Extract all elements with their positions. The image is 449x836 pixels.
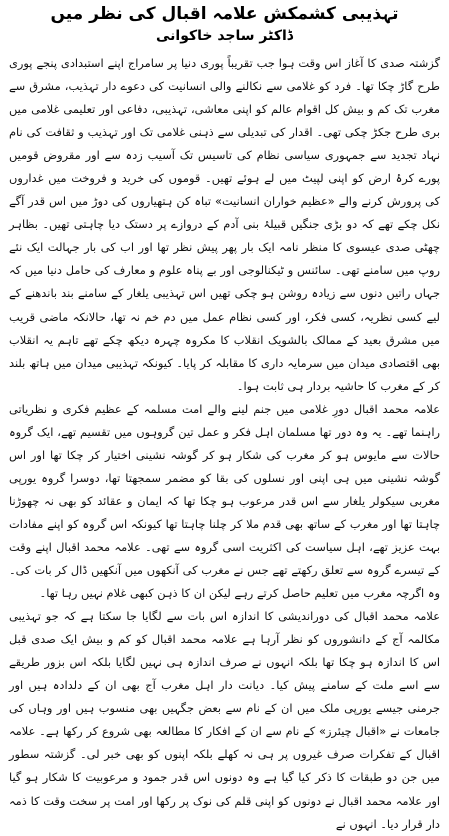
article-paragraph: علامہ محمد اقبال کی دوراندیشی کا اندازہ اس بات سے لگایا جا سکتا ہے کہ جو تہذیبی مکالمہ آج کے دانشوروں کو نظر آرہا ہے علامہ محمد اقبال کو کم و بیش ایک صدی قبل اس کا اندازہ ہو چکا تھا بلکہ انہوں نے صرف اندازہ ہی نہیں لگایا بلکہ اس بزور طریقے سے اسے ملت کے سامنے پیش کیا۔ دیانت دار اہل مغرب آج بھی ان کے دلدادہ ہیں اور جرمنی جیسے یورپی ملک میں ان کے نام سے بعض جگہیں بھی منسوب ہیں اور وہاں کی جامعات نے «اقبال چیئرز» کے نام سے ان کے افکار کا مطالعہ بھی شروع کر رکھا ہے۔ علامہ اقبال کے تفکرات صرف غیروں پر ہی نہ کھلے بلکہ اپنوں کو بھی خبر لی۔ گزشتہ سطور میں جن دو طبقات کا ذکر کیا گیا ہے وہ دونوں اس قدر جمود و مرعوبیت کا شکار ہو گیا اور علامہ محمد اقبال نے دونوں کو اپنی قلم کی نوک پر رکھا اور امت پر سخت وقت کا ذمہ دار قرار دیا۔ انہوں نے	[9, 609, 440, 831]
article-body	[9, 52, 440, 836]
article-paragraph: علامہ محمد اقبال دورِ غلامی میں جنم لینے والے امت مسلمہ کے عظیم فکری و نظریاتی راہنما تھے۔ یہ وہ دور تھا مسلمان اہل فکر و عمل تین گروہوں میں تقسیم تھے، ایک گروہ حالات سے مایوس ہو کر مغرب کی شکار ہو کر گوشہ نشینی اختیار کر چکا تھا اور اس گوشہ نشینی میں ہی اپنی اور نسلوں کی بقا کو مضمر سمجھتا تھا، دوسرا گروہ یورپی مغربی سیکولر یلغار سے اس قدر مرعوب ہو چکا تھا کہ ایمان و عقائد کو بھی نہ چھوڑنا چاہتا تھا اور مغرب کے ساتھ بھی قدم ملا کر چلنا چاہتا تھا کیونکہ اس گروہ کو اپنے مفادات بہت عزیز تھے، اہل سیاست کی اکثریت اسی گروہ سے تھی۔ علامہ محمد اقبال اپنے وقت کے تیسرے گروہ سے تعلق رکھتے تھے جس نے مغرب کی آنکھوں میں آنکھیں ڈال کر بات کی۔ وہ اگرچہ مغرب میں تعلیم حاصل کرتے رہے لیکن ان کا ذہن کبھی غلام نہیں رہا تھا۔	[9, 401, 440, 601]
author-byline: ڈاکٹر ساجد خاکوانی	[155, 28, 294, 44]
article-headline: تہذیبی کشمکش علامہ اقبال کی نظر میں	[50, 4, 399, 24]
article-paragraph: گزشتہ صدی کا آغاز اس وقت ہوا جب تقریباً پوری دنیا پر سامراج اپنے استبدادی پنجے پوری طرح گاڑ چکا تھا۔ فرد کو غلامی سے نکالنے والی انسانیت کی دعوے دار تہذیب، مشرق سے مغرب تک کم و بیش کل اقوام عالم کو اپنی معاشی، تہذیبی، دفاعی اور تعلیمی غلامی میں بری طرح جکڑ چکی تھی۔ اقدار کی تبدیلی سے ذہنی غلامی تک اور تہذیب و ثقافت کی نام نہاد تجدید سے جمہوری سیاسی نظام کی تاسیس تک آسیب زدہ سے اور مقروض قومیں پورے کرۂ ارض کو اپنی لپیٹ میں لے ہوئے تھیں۔ قوموں کی خرید و فروخت میں غداروں کی پرورش کرنے والے «عظیم خواران انسانیت» تباہ کن ہتھیاروں کی دوڑ میں اس قدر آگے نکل چکے تھے کہ دو بڑی جنگیں قبیلۂ بنی آدم کے دروازے پر دستک دیا چاہتی تھیں۔ بظاہر چھٹی صدی عیسوی کا منظر نامہ ایک بار پھر پیش نظر تھا اور اب کی بار جہالت ایک نئے روپ میں سامنے تھی۔ سائنس و ٹیکنالوجی اور بے پناہ علوم و معارف کی حامل دنیا میں کہ جہاں راتیں دنوں سے زیادہ روشن ہو چکی تھیں اس تہذیبی یلغار کے سامنے بند باندھنے کے لیے کسی نظریہ، کسی فکر، اور کسی نظام عمل میں دم خم نہ تھا، حالانکہ ماضی قریب میں مشرق بعید کے ممالک بالشویک انقلاب کا مکروہ چہرہ دیکھ چکے تھے تاہم یہ انقلاب بھی اقتصادی میدان میں سرمایہ داری کا مقابلہ کر پایا۔ کیونکہ تہذیبی میدان میں ہاتھ بلند کر کے مغرب کا حاشیہ بردار ہی ثابت ہوا۔	[9, 56, 440, 393]
